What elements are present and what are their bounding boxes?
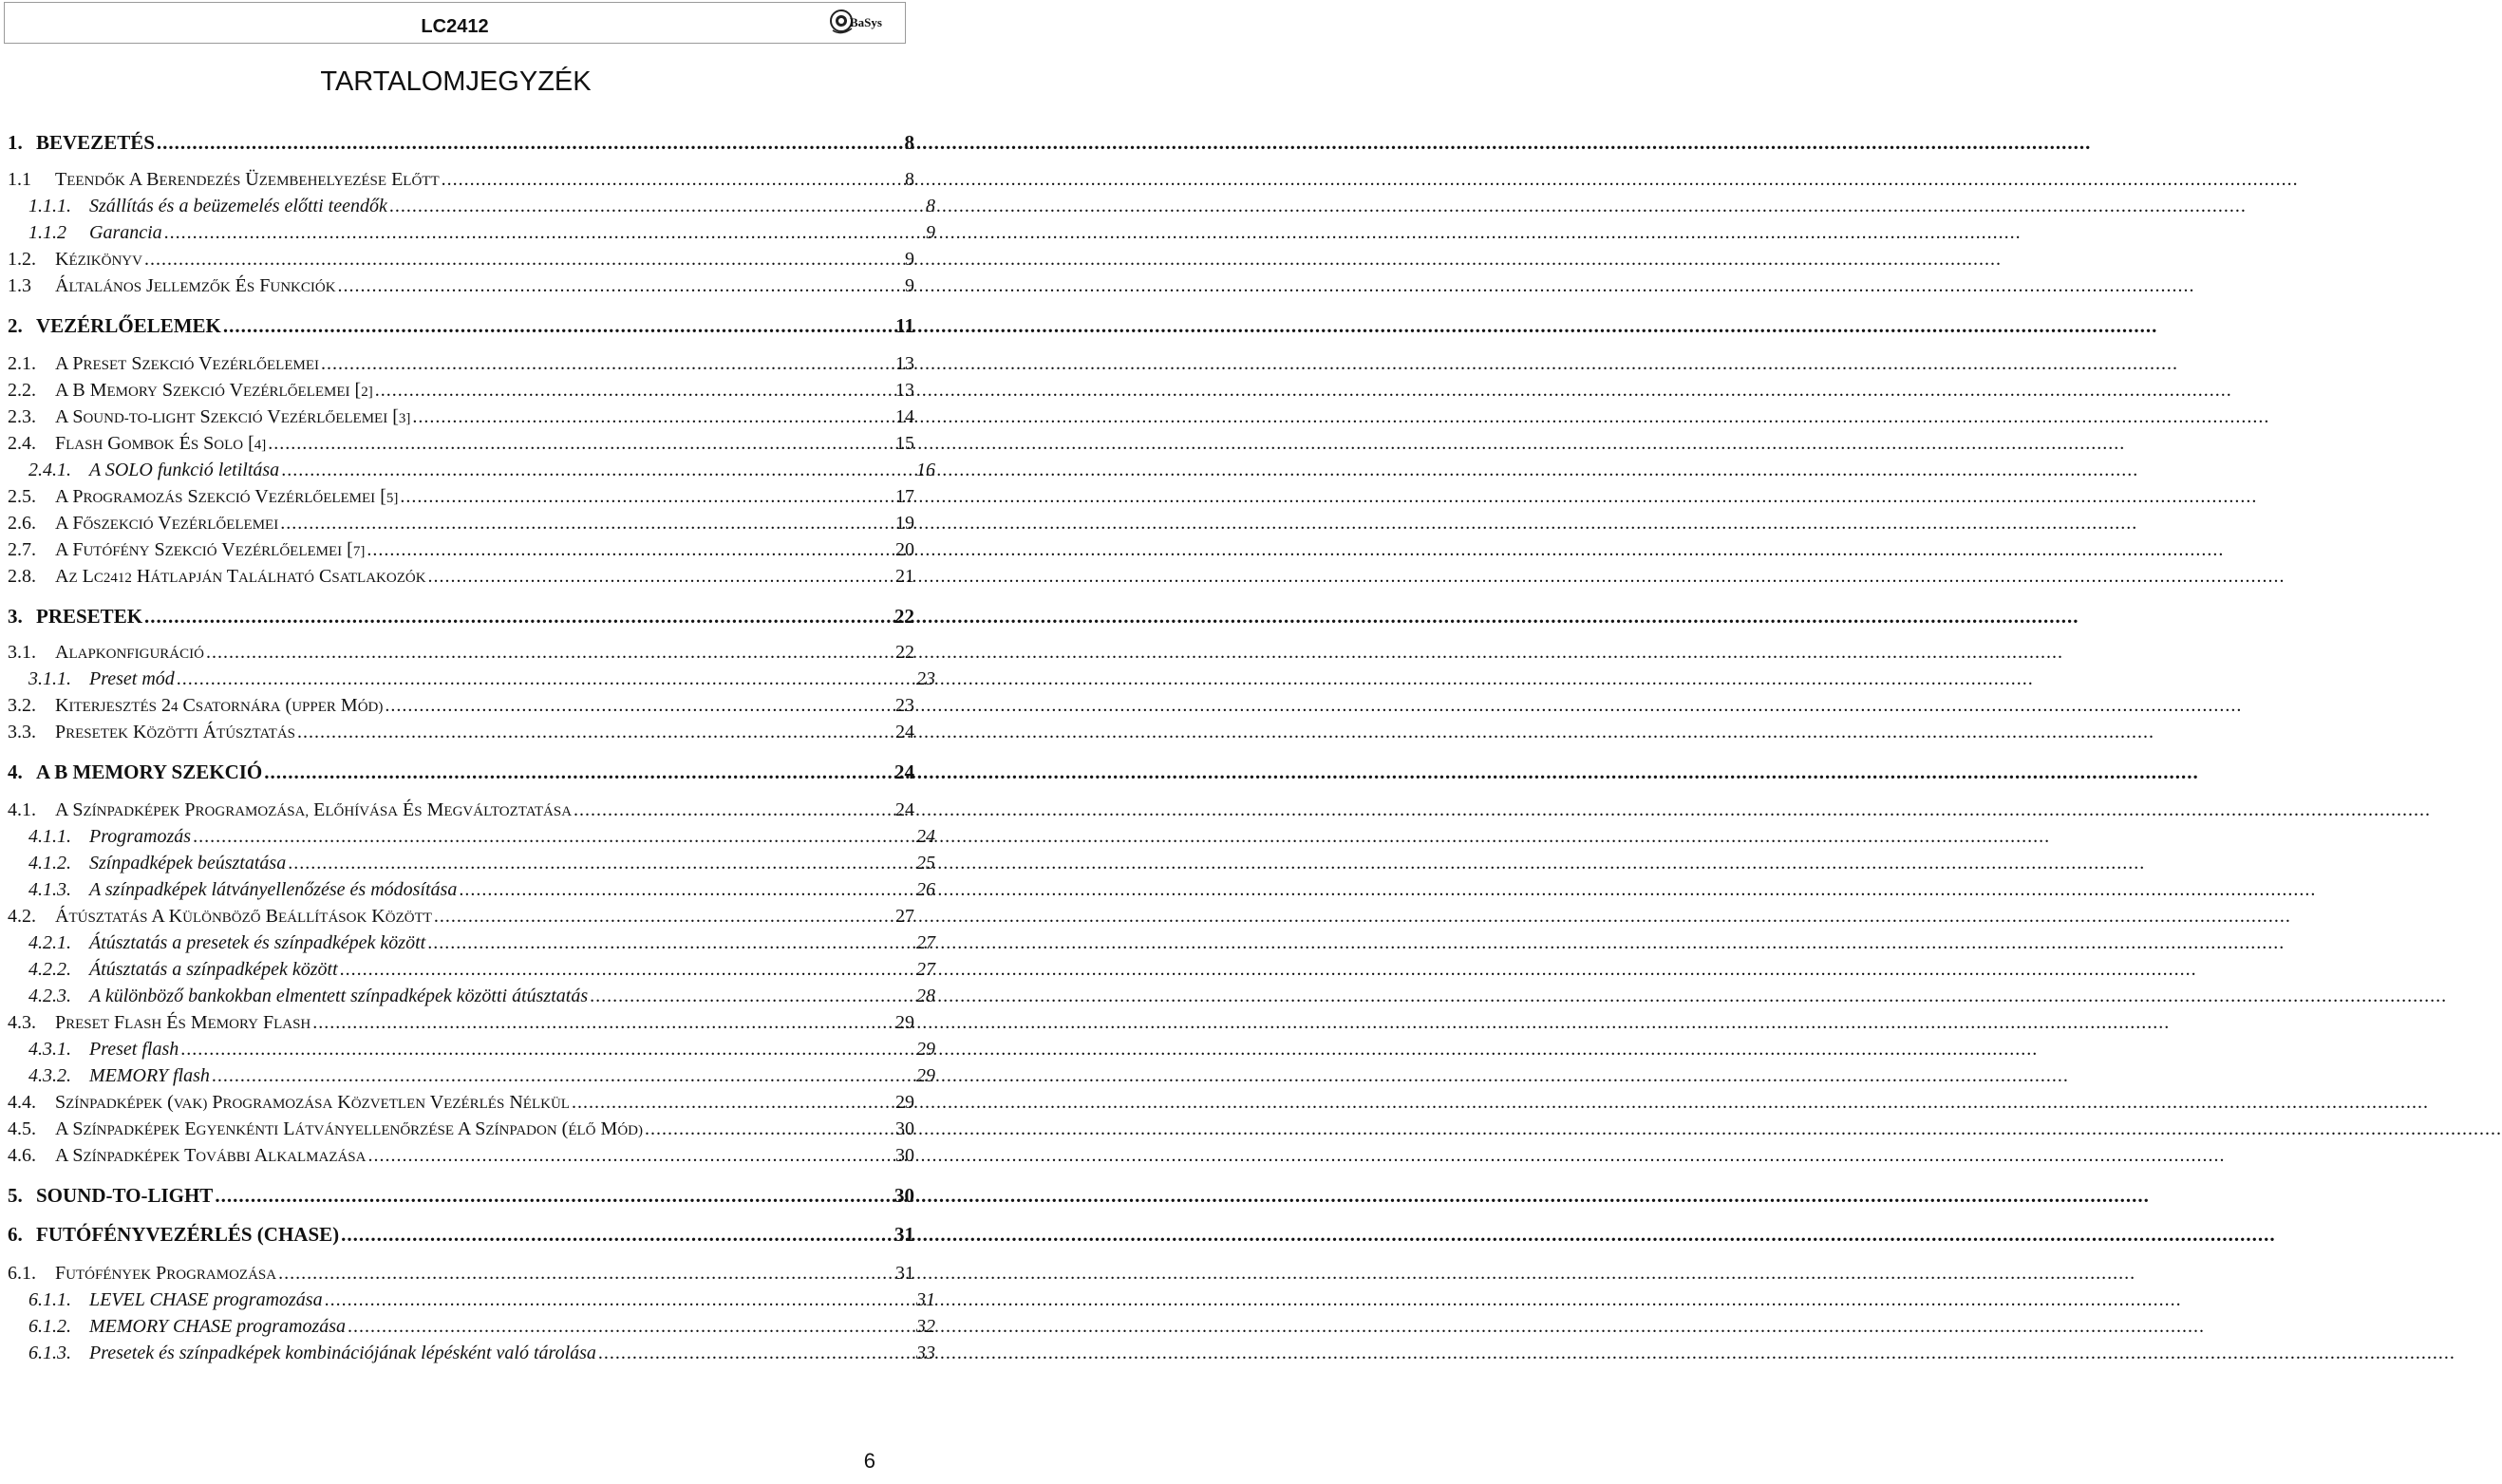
toc-entry-title: Preset mód xyxy=(89,668,175,689)
toc-leader-dots xyxy=(348,1317,914,1336)
toc-leader-dots xyxy=(427,933,914,952)
toc-entry[interactable] xyxy=(0,723,914,742)
toc-entry[interactable] xyxy=(0,1119,914,1138)
toc-entry-number: 4. xyxy=(8,761,23,783)
toc-entry-number: 4.6. xyxy=(8,1145,36,1166)
toc-entry-page: 9 xyxy=(905,249,914,270)
toc-entry[interactable] xyxy=(0,1146,914,1165)
toc-entry[interactable] xyxy=(0,1264,914,1283)
toc-entry[interactable] xyxy=(0,540,914,559)
toc-entry-page: 24 xyxy=(895,722,914,742)
toc-entry-page: 21 xyxy=(895,566,914,587)
toc-entry-number: 4.3.2. xyxy=(28,1065,71,1086)
toc-entry-title: FUTÓFÉNYEK PROGRAMOZÁSA xyxy=(55,1263,277,1284)
toc-entry-title: Átúsztatás a színpadképek között xyxy=(89,959,338,980)
toc-entry-page: 19 xyxy=(895,513,914,534)
toc-entry[interactable] xyxy=(0,827,935,846)
toc-entry-page: 30 xyxy=(895,1145,914,1166)
toc-entry[interactable] xyxy=(0,933,935,952)
toc-entry-page: 27 xyxy=(916,932,935,953)
toc-entry-title: Garancia xyxy=(89,222,162,243)
toc-entry-number: 4.2.3. xyxy=(28,986,71,1006)
toc-leader-dots xyxy=(338,276,903,295)
toc-entry[interactable] xyxy=(0,1013,914,1032)
toc-entry[interactable] xyxy=(0,197,935,216)
toc-entry-number: 4.1. xyxy=(8,799,36,820)
toc-entry-title: TEENDŐK A BERENDEZÉS ÜZEMBEHELYEZÉSE ELŐTT xyxy=(55,169,440,190)
toc-entry-number: 2.7. xyxy=(8,539,36,560)
toc-entry-number: 2.8. xyxy=(8,566,36,587)
toc-leader-dots xyxy=(157,133,903,153)
toc-entry-title: ALAPKONFIGURÁCIÓ xyxy=(55,642,204,663)
toc-entry-page: 23 xyxy=(916,668,935,689)
toc-entry[interactable] xyxy=(0,276,914,295)
toc-leader-dots xyxy=(442,170,903,189)
toc-entry-number: 2.2. xyxy=(8,380,36,401)
toc-leader-dots xyxy=(340,960,914,979)
toc-entry-number: 4.2.2. xyxy=(28,959,71,980)
toc-entry[interactable] xyxy=(0,170,914,189)
toc-entry-title: PRESETEK xyxy=(36,605,143,628)
toc-entry[interactable] xyxy=(0,880,935,899)
toc-entry-number: 4.5. xyxy=(8,1118,36,1139)
toc-entry[interactable] xyxy=(0,223,935,242)
toc-leader-dots xyxy=(288,854,914,873)
toc-entry-title: Presetek és színpadképek kombinációjának lépésként való tárolása xyxy=(89,1343,596,1363)
toc-entry[interactable] xyxy=(0,1317,935,1336)
toc-entry[interactable] xyxy=(0,607,914,627)
toc-leader-dots xyxy=(389,197,924,216)
toc-entry-page: 20 xyxy=(895,539,914,560)
toc-entry-number: 6.1. xyxy=(8,1263,36,1284)
toc-entry-page: 13 xyxy=(895,380,914,401)
toc-entry-title: KITERJESZTÉS 24 CSATORNÁRA (UPPER MÓD) xyxy=(55,695,384,716)
toc-entry[interactable] xyxy=(0,960,935,979)
toc-leader-dots xyxy=(215,1186,893,1206)
toc-entry-title: SZÍNPADKÉPEK (VAK) PROGRAMOZÁSA KÖZVETLEN VEZÉRLÉS NÉLKÜL xyxy=(55,1092,570,1113)
toc-entry-title: Átúsztatás a presetek és színpadképek között xyxy=(89,932,426,953)
toc-entry-page: 29 xyxy=(895,1012,914,1033)
toc-entry-page: 31 xyxy=(895,1263,914,1284)
toc-entry-title: VEZÉRLŐELEMEK xyxy=(36,314,221,337)
toc-leader-dots xyxy=(341,1225,893,1245)
toc-entry-number: 4.2. xyxy=(8,906,36,927)
toc-leader-dots xyxy=(278,1264,894,1283)
toc-entry-title: BEVEZETÉS xyxy=(36,131,155,154)
toc-entry[interactable] xyxy=(0,696,914,715)
toc-leader-dots xyxy=(645,1119,894,1138)
toc-entry[interactable] xyxy=(0,407,914,426)
toc-entry-number: 4.1.2. xyxy=(28,853,71,873)
toc-title: TARTALOMJEGYZÉK xyxy=(320,66,592,97)
toc-entry[interactable] xyxy=(0,514,914,533)
toc-leader-dots xyxy=(180,1040,914,1059)
toc-entry-number: 2. xyxy=(8,314,23,337)
toc-entry-title: FLASH GOMBOK ÉS SOLO [4] xyxy=(55,433,267,454)
toc-entry-page: 23 xyxy=(895,695,914,716)
toc-entry[interactable] xyxy=(0,907,914,926)
toc-leader-dots xyxy=(428,567,894,586)
toc-entry-title: A különböző bankokban elmentett színpadképek közötti átúsztatás xyxy=(89,986,589,1006)
table-of-contents xyxy=(0,0,935,1424)
toc-entry-page: 15 xyxy=(895,433,914,454)
toc-leader-dots xyxy=(223,316,894,336)
toc-entry-number: 3. xyxy=(8,605,23,628)
page-number: 6 xyxy=(863,1449,875,1473)
toc-entry-page: 27 xyxy=(916,959,935,980)
toc-leader-dots xyxy=(144,607,893,627)
toc-entry[interactable] xyxy=(0,381,914,400)
toc-entry-title: MEMORY flash xyxy=(89,1065,210,1086)
toc-entry[interactable] xyxy=(0,1040,935,1059)
toc-leader-dots xyxy=(375,381,894,400)
toc-leader-dots xyxy=(574,800,894,819)
toc-entry[interactable] xyxy=(0,567,914,586)
toc-leader-dots xyxy=(325,1290,914,1309)
toc-entry-page: 22 xyxy=(894,605,914,628)
toc-entry-page: 9 xyxy=(905,275,914,296)
toc-leader-dots xyxy=(412,407,894,426)
toc-entry[interactable] xyxy=(0,1343,935,1362)
toc-entry-page: 31 xyxy=(916,1289,935,1310)
toc-entry-page: 25 xyxy=(916,853,935,873)
toc-entry-page: 28 xyxy=(916,986,935,1006)
toc-entry-number: 1.3 xyxy=(8,275,31,296)
toc-entry[interactable] xyxy=(0,460,935,479)
toc-leader-dots xyxy=(206,643,894,662)
toc-leader-dots xyxy=(281,460,914,479)
toc-entry[interactable] xyxy=(0,250,914,269)
toc-entry-number: 1. xyxy=(8,131,23,154)
toc-entry[interactable] xyxy=(0,1290,935,1309)
toc-entry-number: 1.2. xyxy=(8,249,36,270)
toc-entry-page: 24 xyxy=(895,799,914,820)
logo-text: BaSys xyxy=(850,15,882,29)
toc-entry[interactable] xyxy=(0,434,914,453)
toc-entry[interactable] xyxy=(0,854,935,873)
toc-entry-page: 29 xyxy=(916,1065,935,1086)
toc-entry-title: A FŐSZEKCIÓ VEZÉRLŐELEMEI xyxy=(55,513,279,534)
toc-entry-number: 3.2. xyxy=(8,695,36,716)
toc-entry[interactable] xyxy=(0,1186,914,1206)
toc-entry-page: 27 xyxy=(895,906,914,927)
toc-entry[interactable] xyxy=(0,316,914,336)
toc-leader-dots xyxy=(193,827,914,846)
toc-entry-title: FUTÓFÉNYVEZÉRLÉS (CHASE) xyxy=(36,1223,340,1246)
toc-entry-number: 6.1.1. xyxy=(28,1289,71,1310)
toc-entry[interactable] xyxy=(0,800,914,819)
toc-entry-number: 6.1.3. xyxy=(28,1343,71,1363)
toc-entry-title: Programozás xyxy=(89,826,192,847)
toc-entry-page: 8 xyxy=(926,196,935,216)
toc-entry-number: 3.1. xyxy=(8,642,36,663)
toc-leader-dots xyxy=(400,487,894,506)
toc-leader-dots xyxy=(144,250,903,269)
toc-entry[interactable] xyxy=(0,986,935,1005)
toc-entry-number: 2.6. xyxy=(8,513,36,534)
toc-entry-page: 29 xyxy=(916,1039,935,1060)
toc-entry-number: 1.1.1. xyxy=(28,196,71,216)
toc-entry-title: PRESET FLASH ÉS MEMORY FLASH xyxy=(55,1012,311,1033)
toc-entry-number: 5. xyxy=(8,1184,23,1207)
toc-entry-page: 13 xyxy=(895,353,914,374)
toc-entry[interactable] xyxy=(0,762,914,782)
toc-entry-number: 2.4.1. xyxy=(28,460,71,480)
toc-entry-title: A B MEMORY SZEKCIÓ xyxy=(36,761,263,783)
toc-entry[interactable] xyxy=(0,354,914,373)
toc-entry-page: 17 xyxy=(895,486,914,507)
toc-entry[interactable] xyxy=(0,1225,914,1245)
toc-entry-title: A SZÍNPADKÉPEK EGYENKÉNTI LÁTVÁNYELLENŐRZÉSE A SZÍNPADON (ÉLŐ MÓD) xyxy=(55,1118,643,1139)
toc-entry-number: 4.2.1. xyxy=(28,932,71,953)
toc-entry-number: 1.1 xyxy=(8,169,31,190)
toc-leader-dots xyxy=(212,1066,914,1085)
toc-entry-title: A SZÍNPADKÉPEK TOVÁBBI ALKALMAZÁSA xyxy=(55,1145,367,1166)
toc-entry-number: 3.1.1. xyxy=(28,668,71,689)
toc-entry[interactable] xyxy=(0,487,914,506)
header-title: LC2412 xyxy=(421,16,489,37)
toc-entry-page: 32 xyxy=(916,1316,935,1337)
toc-leader-dots xyxy=(264,762,893,782)
toc-leader-dots xyxy=(598,1343,914,1362)
toc-entry-title: A B MEMORY SZEKCIÓ VEZÉRLŐELEMEI [2] xyxy=(55,380,373,401)
toc-entry[interactable] xyxy=(0,133,914,153)
toc-entry-title: A SOLO funkció letiltása xyxy=(89,460,280,480)
toc-entry[interactable] xyxy=(0,1093,914,1112)
toc-entry-title: Szállítás és a beüzemelés előtti teendők xyxy=(89,196,387,216)
toc-leader-dots xyxy=(321,354,894,373)
toc-entry-number: 2.3. xyxy=(8,406,36,427)
toc-entry-title: A SZÍNPADKÉPEK PROGRAMOZÁSA, ELŐHÍVÁSA ÉS MEGVÁLTOZTATÁSA xyxy=(55,799,573,820)
toc-entry-page: 24 xyxy=(916,826,935,847)
toc-leader-dots xyxy=(280,514,894,533)
toc-entry-number: 2.1. xyxy=(8,353,36,374)
toc-entry-page: 30 xyxy=(895,1118,914,1139)
toc-entry-page: 30 xyxy=(894,1184,914,1207)
toc-entry-page: 22 xyxy=(895,642,914,663)
toc-leader-dots xyxy=(297,723,894,742)
toc-entry-page: 26 xyxy=(916,879,935,900)
toc-leader-dots xyxy=(368,1146,894,1165)
toc-entry-number: 4.1.3. xyxy=(28,879,71,900)
toc-entry-number: 4.4. xyxy=(8,1092,36,1113)
toc-entry-title: Színpadképek beúsztatása xyxy=(89,853,287,873)
toc-entry-number: 2.5. xyxy=(8,486,36,507)
toc-entry-title: ÁLTALÁNOS JELLEMZŐK ÉS FUNKCIÓK xyxy=(55,275,336,296)
toc-entry-title: AZ LC2412 HÁTLAPJÁN TALÁLHATÓ CSATLAKOZÓK xyxy=(55,566,426,587)
toc-leader-dots xyxy=(164,223,924,242)
toc-leader-dots xyxy=(268,434,894,453)
toc-entry-page: 31 xyxy=(894,1223,914,1246)
toc-leader-dots xyxy=(367,540,894,559)
toc-entry-title: A SOUND-TO-LIGHT SZEKCIÓ VEZÉRLŐELEMEI [3] xyxy=(55,406,411,427)
toc-entry-page: 11 xyxy=(895,314,914,337)
toc-entry-number: 1.1.2 xyxy=(28,222,66,243)
toc-entry-title: A PRESET SZEKCIÓ VEZÉRLŐELEMEI xyxy=(55,353,320,374)
toc-entry-page: 14 xyxy=(895,406,914,427)
toc-entry-number: 4.3.1. xyxy=(28,1039,71,1060)
toc-entry-title: A színpadképek látványellenőzése és módosítása xyxy=(89,879,458,900)
toc-entry-title: A PROGRAMOZÁS SZEKCIÓ VEZÉRLŐELEMEI [5] xyxy=(55,486,399,507)
toc-leader-dots xyxy=(590,986,914,1005)
toc-leader-dots xyxy=(572,1093,894,1112)
toc-entry[interactable] xyxy=(0,643,914,662)
toc-entry-number: 2.4. xyxy=(8,433,36,454)
toc-entry-title: MEMORY CHASE programozása xyxy=(89,1316,347,1337)
toc-leader-dots xyxy=(459,880,914,899)
toc-entry[interactable] xyxy=(0,669,935,688)
toc-entry-page: 9 xyxy=(926,222,935,243)
toc-entry-page: 24 xyxy=(894,761,914,783)
toc-entry-page: 33 xyxy=(916,1343,935,1363)
toc-entry-title: LEVEL CHASE programozása xyxy=(89,1289,323,1310)
toc-leader-dots xyxy=(385,696,894,715)
toc-entry-number: 4.3. xyxy=(8,1012,36,1033)
toc-leader-dots xyxy=(312,1013,894,1032)
toc-entry-page: 29 xyxy=(895,1092,914,1113)
toc-entry-number: 6. xyxy=(8,1223,23,1246)
toc-entry-title: SOUND-TO-LIGHT xyxy=(36,1184,214,1207)
toc-entry-number: 3.3. xyxy=(8,722,36,742)
toc-leader-dots xyxy=(177,669,914,688)
toc-leader-dots xyxy=(434,907,894,926)
toc-entry-page: 8 xyxy=(904,131,914,154)
toc-entry-title: Preset flash xyxy=(89,1039,179,1060)
toc-entry-page: 8 xyxy=(905,169,914,190)
toc-entry[interactable] xyxy=(0,1066,935,1085)
toc-entry-title: A FUTÓFÉNY SZEKCIÓ VEZÉRLŐELEMEI [7] xyxy=(55,539,366,560)
toc-entry-title: KÉZIKÖNYV xyxy=(55,249,142,270)
toc-entry-title: ÁTÚSZTATÁS A KÜLÖNBÖZŐ BEÁLLÍTÁSOK KÖZÖTT xyxy=(55,906,432,927)
toc-entry-title: PRESETEK KÖZÖTTI ÁTÚSZTATÁS xyxy=(55,722,295,742)
toc-entry-number: 4.1.1. xyxy=(28,826,71,847)
toc-entry-page: 16 xyxy=(916,460,935,480)
toc-entry-number: 6.1.2. xyxy=(28,1316,71,1337)
